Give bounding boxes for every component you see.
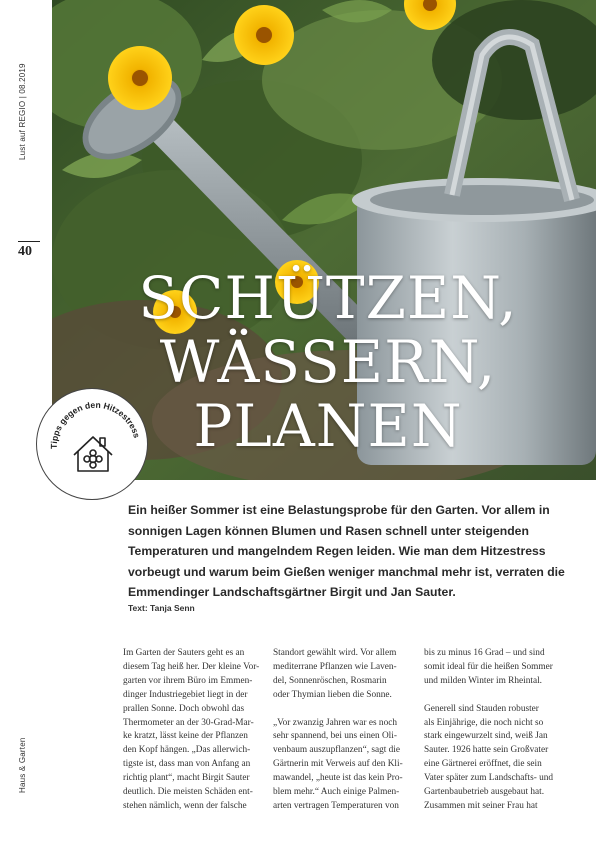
text-line: garten vor ihrem Büro im Emmen- — [123, 675, 253, 686]
text-line: Thermometer an der 30-Grad-Mar- — [123, 717, 254, 728]
section-label: Haus & Garten — [18, 737, 27, 793]
text-line: „Vor zwanzig Jahren war es noch — [273, 717, 397, 728]
text-line: bis zu minus 16 Grad – und sind — [424, 648, 545, 658]
text-line: dinger Industriegebiet liegt in der — [123, 689, 248, 700]
text-line: richtig plant“, macht Birgit Sauter — [123, 773, 250, 784]
text-line: Im Garten der Sauters geht es an — [123, 648, 245, 658]
headline-line-1: SCHÜTZEN, — [138, 264, 518, 332]
text-line: mawandel, „heute ist das kein Pro- — [273, 773, 403, 784]
headline-line-2: WÄSSERN, — [159, 328, 497, 396]
text-line: oder Thymian lieben die Sonne. — [273, 689, 392, 700]
text-line: Vater später zum Landschafts- und — [424, 773, 554, 784]
text-line: venbaum auszupflanzen“, sagt die — [273, 745, 401, 756]
text-line: ke kratzt, lässt keine der Pflanzen — [123, 731, 248, 742]
article-intro: Ein heißer Sommer ist eine Belastungsprobe für den Garten. Vor allem in sonnigen Lagen können Blumen und Rasen schnell unter steigenden Temperaturen und mangelndem Regen leiden. Wie man dem Hitzestress vorbeugt und warum beim Gießen weniger manchmal mehr ist, verraten die Emmendinger Landschaftsgärtner Birgit und Jan Sauter. — [128, 503, 565, 599]
text-line: del, Sonnenröschen, Rosmarin — [273, 675, 387, 686]
text-line: somit ideal für die heißen Sommer — [424, 661, 553, 672]
house-flower-icon — [74, 437, 112, 471]
paragraph — [424, 647, 558, 689]
paragraph — [273, 647, 407, 703]
badge-text: Tipps gegen den Hitzestress — [48, 399, 143, 450]
text-line: eine Gärtnerei eröffnet, die sein — [424, 759, 542, 770]
text-line: den Kopf hängen. „Das allerwich- — [123, 745, 251, 756]
text-line: Generell sind Stauden robuster — [424, 703, 539, 714]
page-number: 40 — [18, 241, 40, 260]
text-line: mediterrane Pflanzen wie Laven- — [273, 661, 397, 672]
author-byline: Text: Tanja Senn — [128, 603, 195, 613]
paragraph — [424, 703, 558, 814]
text-line: prallen Sonne. Doch obwohl das — [123, 703, 245, 714]
headline-line-3: PLANEN — [193, 392, 463, 460]
text-line: stark eingewurzelt sind, weiß Jan — [424, 731, 548, 742]
text-line: diesem Tag heiß her. Der kleine Vor- — [123, 661, 260, 672]
text-line: und milden Winter im Rheintal. — [424, 675, 542, 686]
text-line: arten vertragen Temperaturen von — [273, 800, 399, 811]
text-line: Standort gewählt wird. Vor allem — [273, 648, 397, 658]
body-column-1 — [123, 647, 260, 814]
text-line: Sauter. 1926 hatte sein Großvater — [424, 745, 549, 756]
text-line: deutlich. Die meisten Schäden ent- — [123, 787, 253, 798]
paragraph — [273, 717, 407, 814]
text-line: blem mehr.“ Auch einige Palmen- — [273, 787, 400, 798]
text-line: als Einjährige, die noch nicht so — [424, 717, 544, 728]
text-line: tigste ist, dass man von Anfang an — [123, 759, 251, 770]
body-column-2 — [273, 647, 407, 814]
body-column-3 — [424, 647, 558, 814]
text-line: sehr spannend, bei uns einen Oli- — [273, 731, 397, 742]
article-headline — [78, 266, 578, 458]
text-line: Gärtnerin mit Verweis auf den Kli- — [273, 759, 403, 770]
text-line: Zusammen mit seiner Frau hat — [424, 800, 538, 811]
text-line: Gartenbaubetrieb ausgebaut hat. — [424, 787, 545, 798]
magazine-issue-label: Lust auf REGIO | 08.2019 — [18, 63, 27, 160]
paragraph — [123, 647, 260, 814]
text-line: stehen nämlich, wenn der falsche — [123, 800, 247, 811]
topic-badge — [36, 388, 148, 500]
